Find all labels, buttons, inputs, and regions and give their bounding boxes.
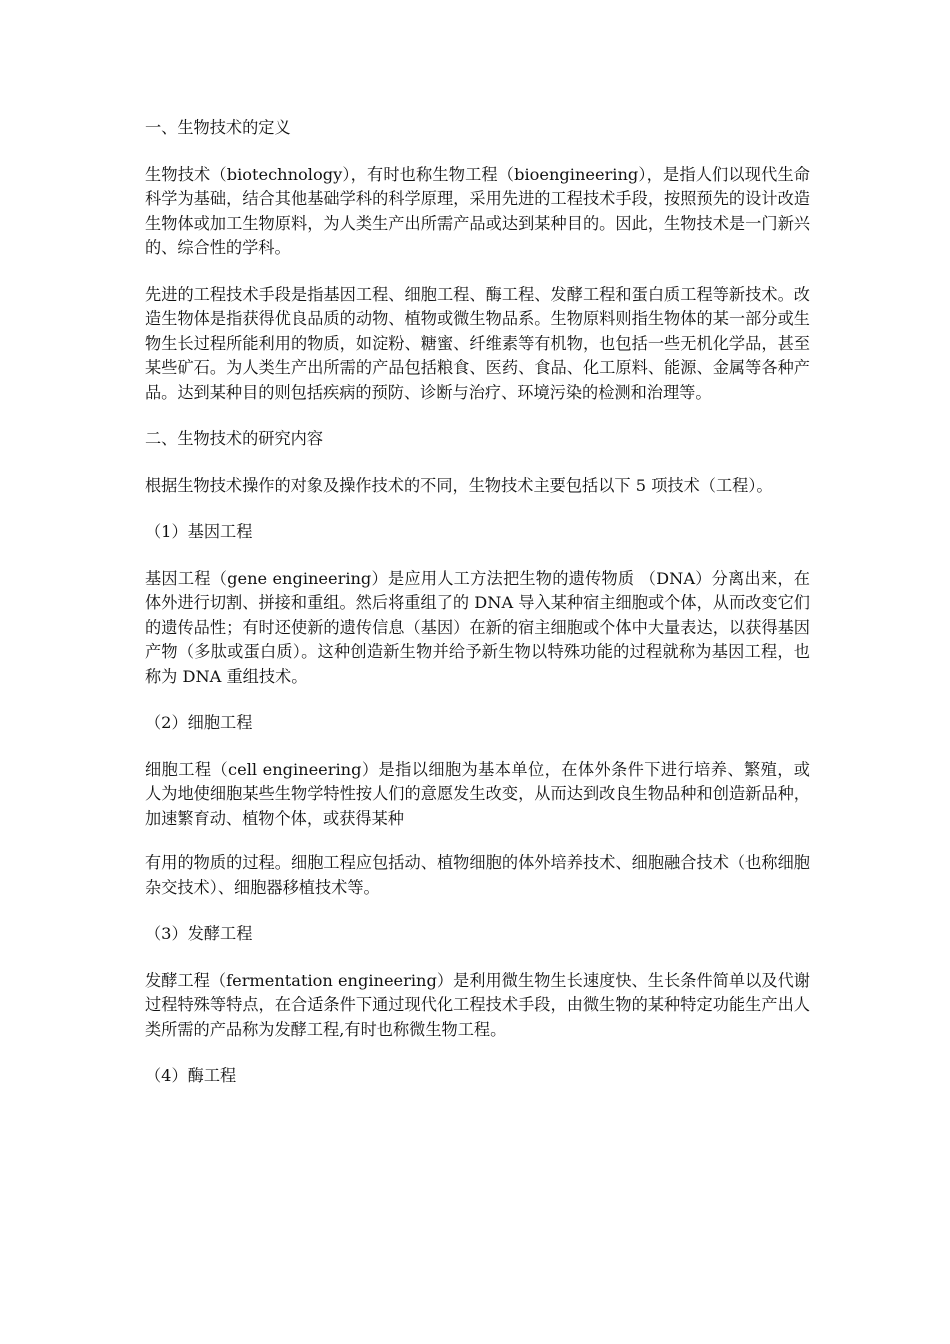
paragraph-gene-engineering: 基因工程（gene engineering）是应用人工方法把生物的遗传物质 （DNA）分离出来，在体外进行切割、拼接和重组。然后将重组了的 DNA 导入某种宿主细胞或个体，从而改变它们的遗传品性；有时还使新的遗传信息（基因）在新的宿主细胞或个体中大量表达，以获得基因产物（多肽或蛋白质）。这种创造新生物并给予新生物以特殊功能的过程就称为基因工程，也称为 DNA 重组技术。 xyxy=(145,568,810,686)
document-page xyxy=(145,116,810,1089)
paragraph-five-technologies: 根据生物技术操作的对象及操作技术的不同，生物技术主要包括以下 5 项技术（工程）。 xyxy=(145,475,773,495)
paragraph-cell-engineering: 细胞工程（cell engineering）是指以细胞为基本单位，在体外条件下进行培养、繁殖，或人为地使细胞某些生物学特性按人们的意愿发生改变，从而达到改良生物品种和创造新品种，加速繁育动、植物个体，或获得某种 xyxy=(145,759,810,828)
section-heading-research-content: 二、生物技术的研究内容 xyxy=(145,429,324,448)
paragraph-cell-engineering-continued: 有用的物质的过程。细胞工程应包括动、植物细胞的体外培养技术、细胞融合技术（也称细胞杂交技术）、细胞器移植技术等。 xyxy=(145,853,810,897)
subheading-gene-engineering: （1）基因工程 xyxy=(145,522,253,541)
paragraph-definition: 生物技术（biotechnology），有时也称生物工程（bioengineering），是指人们以现代生命科学为基础，结合其他基础学科的科学原理，采用先进的工程技术手段，按照预先的设计改造生物体或加工生物原料，为人类生产出所需产品或达到某种目的。因此，生物技术是一门新兴的、综合性的学科。 xyxy=(145,164,810,257)
subheading-fermentation-engineering: （3）发酵工程 xyxy=(145,924,253,943)
subheading-enzyme-engineering: （4）酶工程 xyxy=(145,1066,237,1085)
paragraph-technical-means: 先进的工程技术手段是指基因工程、细胞工程、酶工程、发酵工程和蛋白质工程等新技术。改造生物体是指获得优良品质的动物、植物或微生物品系。生物原料则指生物体的某一部分或生物生长过程所能利用的物质，如淀粉、糖蜜、纤维素等有机物，也包括一些无机化学品，甚至某些矿石。为人类生产出所需的产品包括粮食、医药、食品、化工原料、能源、金属等各种产品。达到某种目的则包括疾病的预防、诊断与治疗、环境污染的检测和治理等。 xyxy=(145,284,810,402)
section-heading-definition: 一、生物技术的定义 xyxy=(145,118,291,137)
paragraph-fermentation-engineering: 发酵工程（fermentation engineering）是利用微生物生长速度快、生长条件简单以及代谢过程特殊等特点，在合适条件下通过现代化工程技术手段，由微生物的某种特定功能生产出人类所需的产品称为发酵工程,有时也称微生物工程。 xyxy=(145,970,810,1039)
subheading-cell-engineering: （2）细胞工程 xyxy=(145,713,253,732)
